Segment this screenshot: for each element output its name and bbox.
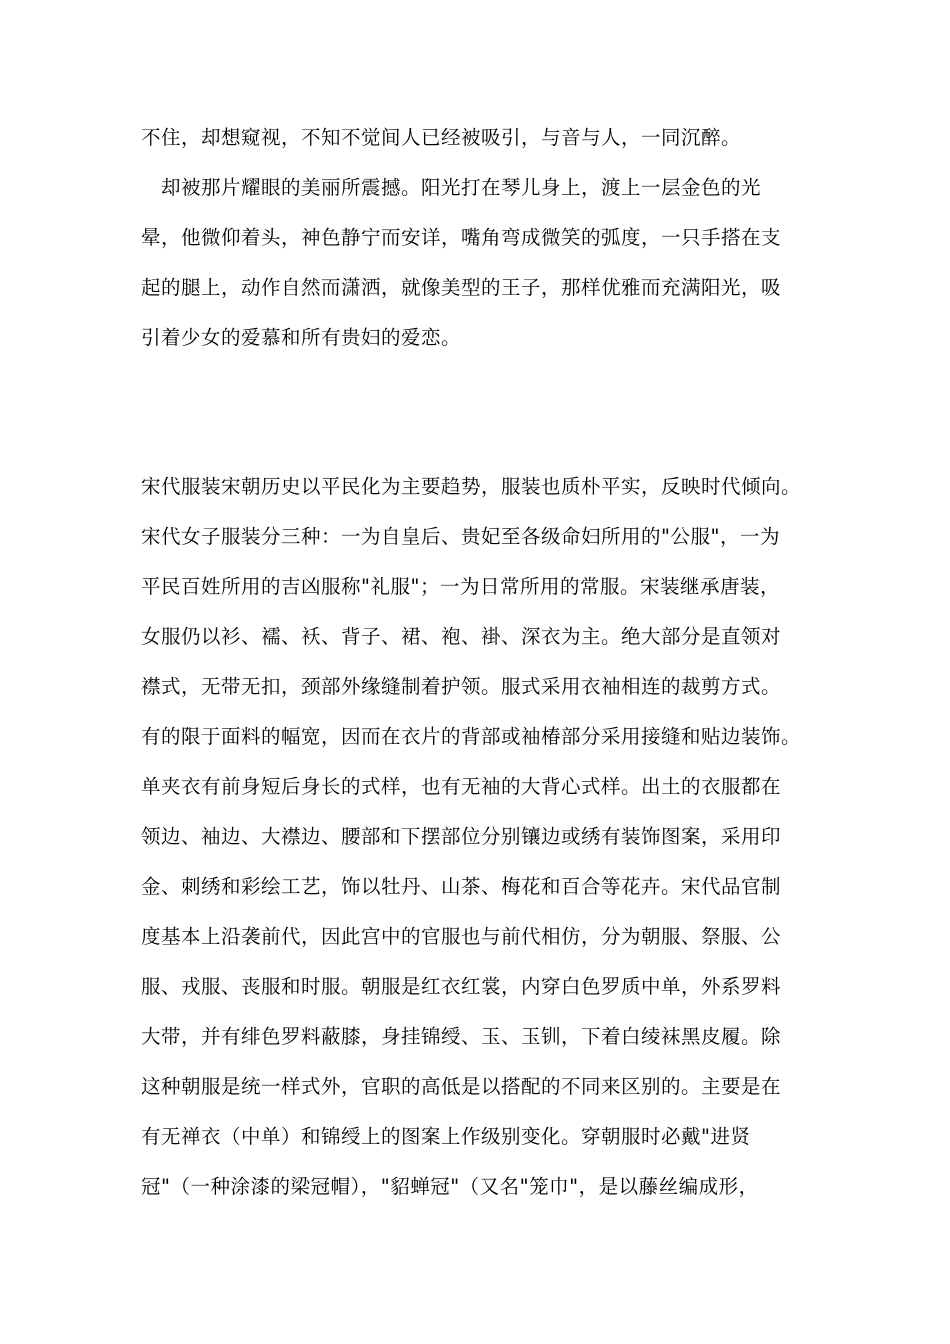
text-line: 却被那片耀眼的美丽所震撼。阳光打在琴儿身上，渡上一层金色的光	[141, 176, 762, 199]
text-line: 金、刺绣和彩绘工艺，饰以牡丹、山茶、梅花和百合等花卉。宋代品官制	[141, 875, 782, 898]
text-line: 晕，他微仰着头，神色静宁而安详，嘴角弯成微笑的弧度，一只手搭在支	[141, 226, 782, 249]
text-line: 大带，并有绯色罗料蔽膝，身挂锦绶、玉、玉钏，下着白绫袜黑皮履。除	[141, 1025, 782, 1048]
text-line: 平民百姓所用的吉凶服称"礼服"；一为日常所用的常服。宋装继承唐装，	[141, 575, 780, 598]
text-line: 宋代服装宋朝历史以平民化为主要趋势，服装也质朴平实，反映时代倾向。	[141, 475, 802, 498]
text-line: 单夹衣有前身短后身长的式样，也有无袖的大背心式样。出土的衣服都在	[141, 775, 782, 798]
text-line: 有的限于面料的幅宽，因而在衣片的背部或袖椿部分采用接缝和贴边装饰。	[141, 725, 802, 748]
text-line: 宋代女子服装分三种：一为自皇后、贵妃至各级命妇所用的"公服"，一为	[141, 525, 780, 548]
text-line: 引着少女的爱慕和所有贵妇的爱恋。	[141, 326, 462, 349]
text-line: 度基本上沿袭前代，因此宫中的官服也与前代相仿，分为朝服、祭服、公	[141, 925, 782, 948]
text-line: 襟式，无带无扣，颈部外缘缝制着护领。服式采用衣袖相连的裁剪方式。	[141, 675, 782, 698]
text-line: 领边、袖边、大襟边、腰部和下摆部位分别镶边或绣有装饰图案，采用印	[141, 825, 782, 848]
text-line: 不住，却想窥视，不知不觉间人已经被吸引，与音与人，一同沉醉。	[141, 126, 742, 149]
text-line: 有无禅衣（中单）和锦绶上的图案上作级别变化。穿朝服时必戴"进贤	[141, 1125, 751, 1148]
text-line: 服、戎服、丧服和时服。朝服是红衣红裳，内穿白色罗质中单，外系罗料	[141, 975, 782, 998]
text-line: 这种朝服是统一样式外，官职的高低是以搭配的不同来区别的。主要是在	[141, 1075, 782, 1098]
text-line: 冠"（一种涂漆的梁冠帽），"貂蝉冠"（又名"笼巾"，是以藤丝编成形，	[141, 1175, 759, 1198]
text-line: 女服仍以衫、襦、袄、背子、裙、袍、褂、深衣为主。绝大部分是直领对	[141, 625, 782, 648]
text-line: 起的腿上，动作自然而潇洒，就像美型的王子，那样优雅而充满阳光，吸	[141, 276, 782, 299]
